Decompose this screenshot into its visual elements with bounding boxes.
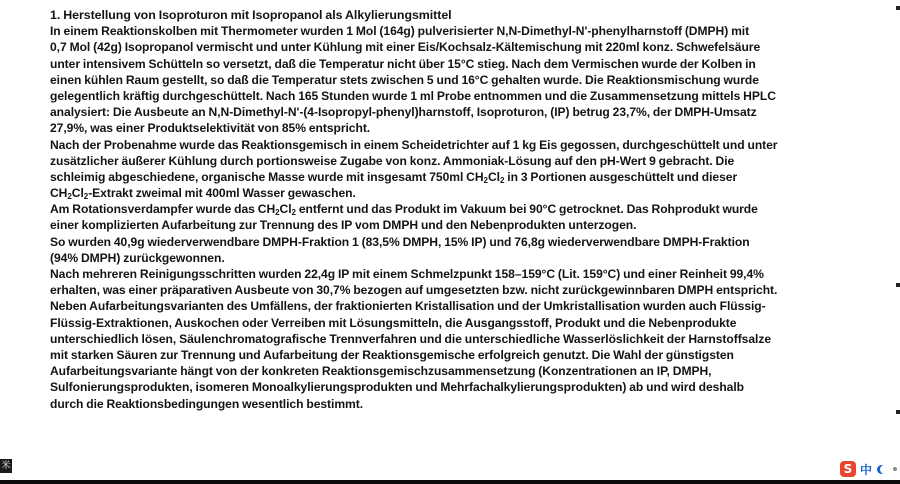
text-line: Am Rotationsverdampfer wurde das $CH_2Cl_2$ entfernt und das Produkt im Vakuum bei 90°C getrocknet. Das Rohprodukt wurde	[50, 202, 758, 218]
document-text	[50, 7, 892, 412]
text-line: mit starken Säuren zur Trennung und Aufarbeitung der Reaktionsgemische erfolgreich genutzt. Die Wahl der günstigsten	[50, 347, 734, 362]
text-line: durch die Reaktionsbedingungen wesentlich bestimmt.	[50, 396, 364, 411]
text-line: So wurden 40,9g wiederverwendbare DMPH-Fraktion 1 (83,5% DMPH, 15% IP) und 76,8g wiederverwendbare DMPH-Fraktion	[50, 234, 750, 249]
text-line: Flüssig-Extraktionen, Auskochen oder Verreiben mit Lösungsmitteln, die Ausgangsstoff, Produkt und die Nebenprodukte	[50, 315, 737, 330]
scroll-marker	[896, 410, 900, 414]
text-line: erhalten, was einer präparativen Ausbeute von 30,7% bezogen auf umgesetzten bzw. nicht zurückgewinnbaren DMPH entspricht.	[50, 283, 778, 298]
scroll-marker	[896, 283, 900, 287]
dot-icon	[893, 467, 897, 471]
text-line: Sulfonierungsprodukten, isomeren Monoalkylierungsprodukten und Mehrfachalkylierungsprodukten) ab und wird deshalb	[50, 380, 745, 395]
text-line: analysiert: Die Ausbeute an N,N-Dimethyl-N'-(4-Isopropyl-phenyl)harnstoff, Isoproturon, (IP) betrug 23,7%, der DMPH-Umsatz	[50, 105, 757, 120]
text-line: 27,9%, was einer Produktselektivität von 85% entspricht.	[50, 121, 371, 136]
text-line: zusätzlicher äußerer Kühlung durch portionsweise Zugabe von konz. Ammoniak-Lösung auf den pH-Wert 9 gebracht. Die	[50, 153, 735, 168]
ime-mode-indicator[interactable]: 中	[860, 462, 873, 477]
text-line: Neben Aufarbeitungsvarianten des Umfällens, der fraktionierten Kristallisation und der Umkristallisation wurden auch Flüssig-	[50, 299, 766, 314]
taskbar-tag[interactable]: 米	[1, 461, 11, 471]
text-line: unter intensivem Schütteln so versetzt, daß die Temperatur nicht über 15°C stieg. Nach dem Vermischen wurde der Kolben in	[50, 56, 756, 71]
text-line: In einem Reaktionskolben mit Thermometer wurden 1 Mol (164g) pulverisierter N,N-Dimethyl-N'-phenylharnstoff (DMPH) mit	[50, 24, 750, 39]
text-line: einen kühlen Raum gestellt, so daß die Temperatur stets zwischen 5 und 16°C gehalten wurde. Die Reaktionsmischung wurde	[50, 72, 759, 87]
text-line: 0,7 Mol (42g) Isopropanol vermischt und unter Kühlung mit einer Eis/Kochsalz-Kältemischung mit 220ml konz. Schwefelsäure	[50, 40, 761, 55]
text-line: $CH_2Cl_2$-Extrakt zweimal mit 400ml Wasser gewaschen.	[50, 186, 356, 202]
text-line: schleimig abgeschiedene, organische Masse wurde mit insgesamt 750ml $CH_2Cl_2$ in 3 Portionen ausgeschüttelt und dieser	[50, 169, 738, 185]
text-line: Nach der Probenahme wurde das Reaktionsgemisch in einem Scheidetrichter auf 1 kg Eis gegossen, durchgeschüttelt und unter	[50, 137, 778, 152]
text-line: Nach mehreren Reinigungsschritten wurden 22,4g IP mit einem Schmelzpunkt 158–159°C (Lit. 159°C) und einer Reinheit 99,4%	[50, 267, 764, 281]
section-heading: 1. Herstellung von Isoproturon mit Isopropanol als Alkylierungsmittel	[50, 8, 452, 22]
text-line: gelegentlich kräftig durchgeschüttelt. Nach 165 Stunden wurde 1 ml Probe entnommen und die Zusammensetzung mittels HPLC	[50, 88, 776, 103]
moon-icon[interactable]	[880, 465, 889, 474]
ime-tray[interactable]	[840, 460, 900, 478]
scroll-marker	[896, 6, 900, 10]
text-line: Aufarbeitungsvariante hängt von der konkreten Reaktionsgemischzusammensetzung (Konzentrationen an IP, DMPH,	[50, 364, 712, 379]
taskbar-strip	[0, 480, 900, 484]
text-line: einer komplizierten Aufarbeitung zur Trennung des IP vom DMPH und den Nebenprodukten unterzogen.	[50, 218, 637, 233]
text-line: unterschiedlich lösen, Säulenchromatografische Trennverfahren und die unterschiedliche Wasserlöslichkeit der Harnstoffsalze	[50, 331, 772, 346]
ime-logo-icon[interactable]: S	[840, 461, 856, 477]
text-line: (94% DMPH) zurückgewonnen.	[50, 250, 225, 265]
